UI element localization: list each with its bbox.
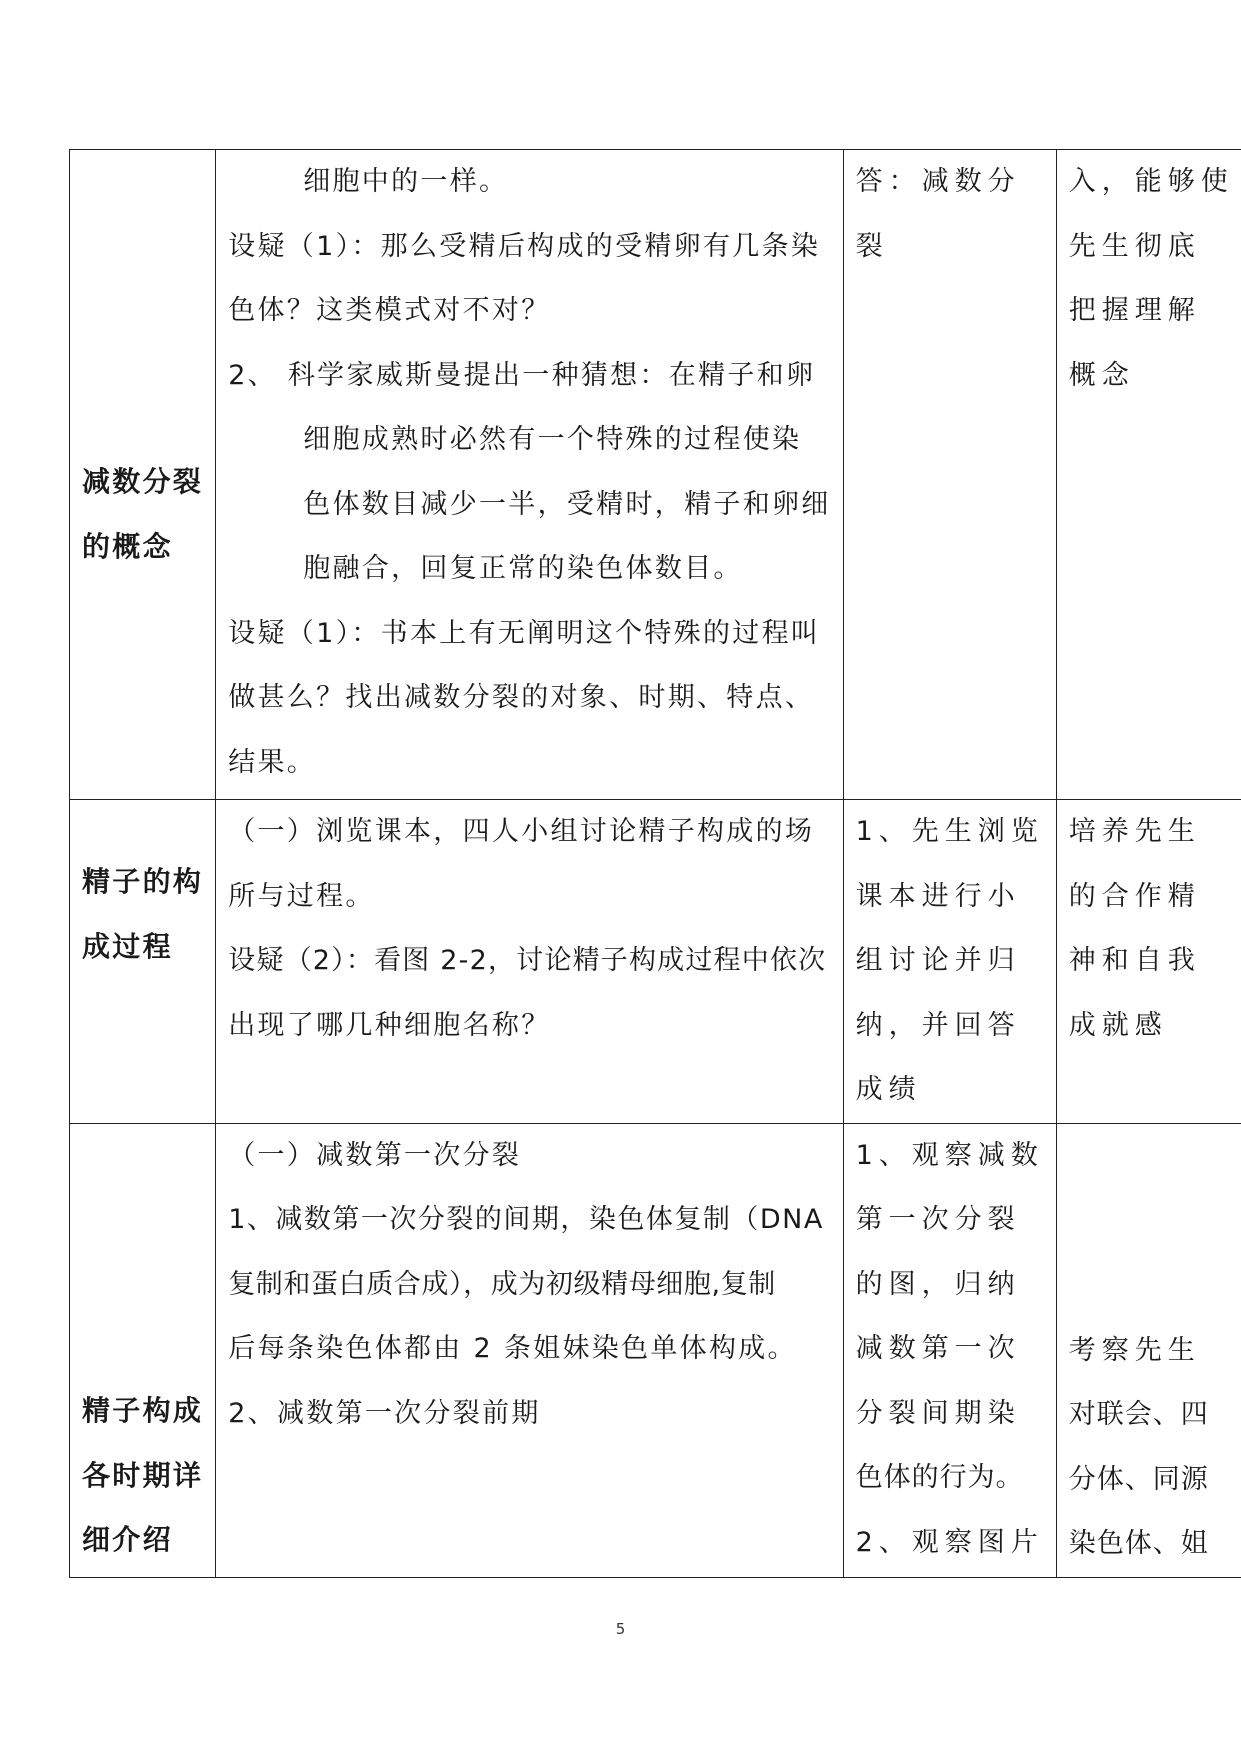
student-line: 的图，归纳 xyxy=(855,1268,1021,1300)
intent-line: 分体、同源 xyxy=(1068,1463,1209,1495)
content-line: 细胞中的一样。 xyxy=(303,166,509,197)
intent-line: 神和自我 xyxy=(1068,945,1201,976)
content-line: 设疑（1）：那么受精后构成的受精卵有几条染 xyxy=(228,230,821,262)
content-cell xyxy=(216,150,843,800)
intent-line: 把握理解 xyxy=(1068,295,1201,326)
content-line: 做甚么？找出减数分裂的对象、时期、特点、 xyxy=(228,682,815,713)
content-cell xyxy=(216,800,843,1124)
student-line: 成绩 xyxy=(855,1074,922,1105)
topic-line: 成过程 xyxy=(82,929,173,963)
content-line: 色体？这类模式对不对？ xyxy=(228,295,551,326)
student-line: 1、观察减数 xyxy=(855,1139,1044,1171)
design-intent-cell xyxy=(1056,150,1241,800)
student-line: 分裂间期染 xyxy=(855,1397,1021,1429)
topic-line: 精子构成 xyxy=(82,1394,204,1427)
topic-cell xyxy=(70,800,216,1124)
student-line: 组讨论并归 xyxy=(855,945,1021,976)
intent-line: 入，能够使 xyxy=(1068,166,1234,197)
intent-line: 的合作精 xyxy=(1068,880,1201,912)
topic-line: 细介绍 xyxy=(82,1523,173,1556)
content-line: 胞融合，回复正常的染色体数目。 xyxy=(303,553,743,584)
content-line: 设疑（1）：书本上有无阐明这个特殊的过程叫 xyxy=(228,617,821,649)
content-line: 后每条染色体都由 2 条姐妹染色单体构成。 xyxy=(228,1333,797,1364)
student-line: 2、观察图片 xyxy=(855,1526,1044,1558)
student-line: 减数第一次 xyxy=(855,1333,1021,1364)
content-line: 细胞成熟时必然有一个特殊的过程使染 xyxy=(303,424,802,455)
table-row xyxy=(70,1123,1241,1577)
student-line: 纳，并回答 xyxy=(855,1009,1021,1041)
content-line: 色体数目减少一半，受精时，精子和卵细 xyxy=(303,488,831,520)
student-line: 裂 xyxy=(855,230,889,262)
content-line: 设疑（2）：看图 2-2，讨论精子构成过程中依次 xyxy=(228,945,827,976)
intent-line: 考察先生 xyxy=(1068,1334,1201,1366)
content-line: 2、 科学家威斯曼提出一种猜想：在精子和卵 xyxy=(228,359,816,391)
student-line: 课本进行小 xyxy=(855,880,1021,912)
intent-line: 染色体、姐 xyxy=(1068,1528,1209,1559)
content-cell xyxy=(216,1123,843,1577)
content-line: （一）减数第一次分裂 xyxy=(228,1139,522,1171)
table-row xyxy=(70,800,1241,1124)
topic-line: 各时期详 xyxy=(82,1458,204,1492)
design-intent-cell xyxy=(1056,800,1241,1124)
topic-line: 的概念 xyxy=(82,529,173,563)
intent-line: 对联会、四 xyxy=(1068,1399,1209,1430)
student-line: 色体的行为。 xyxy=(855,1462,1024,1493)
design-intent-cell xyxy=(1056,1123,1241,1577)
student-line: 1、先生浏览 xyxy=(855,816,1044,847)
intent-line: 概念 xyxy=(1068,359,1135,391)
student-activity-cell xyxy=(843,150,1056,800)
student-line: 第一次分裂 xyxy=(855,1204,1021,1235)
content-line: 1、减数第一次分裂的间期，染色体复制（DNA xyxy=(228,1204,824,1235)
page-number: 5 xyxy=(615,1620,626,1638)
intent-line: 培养先生 xyxy=(1068,816,1201,847)
intent-line: 先生彻底 xyxy=(1068,230,1201,262)
content-line: 复制和蛋白质合成），成为初级精母细胞,复制 xyxy=(228,1268,776,1300)
content-line: 2、减数第一次分裂前期 xyxy=(228,1397,541,1429)
topic-line: 精子的构 xyxy=(82,865,204,898)
content-line: （一）浏览课本，四人小组讨论精子构成的场 xyxy=(228,816,815,847)
student-activity-cell xyxy=(843,1123,1056,1577)
lesson-plan-table xyxy=(69,149,1241,1578)
table-row xyxy=(70,150,1241,800)
content-line: 结果。 xyxy=(228,746,317,778)
topic-cell xyxy=(70,150,216,800)
student-line: 答：减数分 xyxy=(855,166,1021,197)
topic-line: 减数分裂 xyxy=(82,465,204,498)
content-line: 出现了哪几种细胞名称？ xyxy=(228,1009,551,1041)
intent-line: 成就感 xyxy=(1068,1009,1168,1041)
content-line: 所与过程。 xyxy=(228,880,375,912)
topic-cell xyxy=(70,1123,216,1577)
student-activity-cell xyxy=(843,800,1056,1124)
